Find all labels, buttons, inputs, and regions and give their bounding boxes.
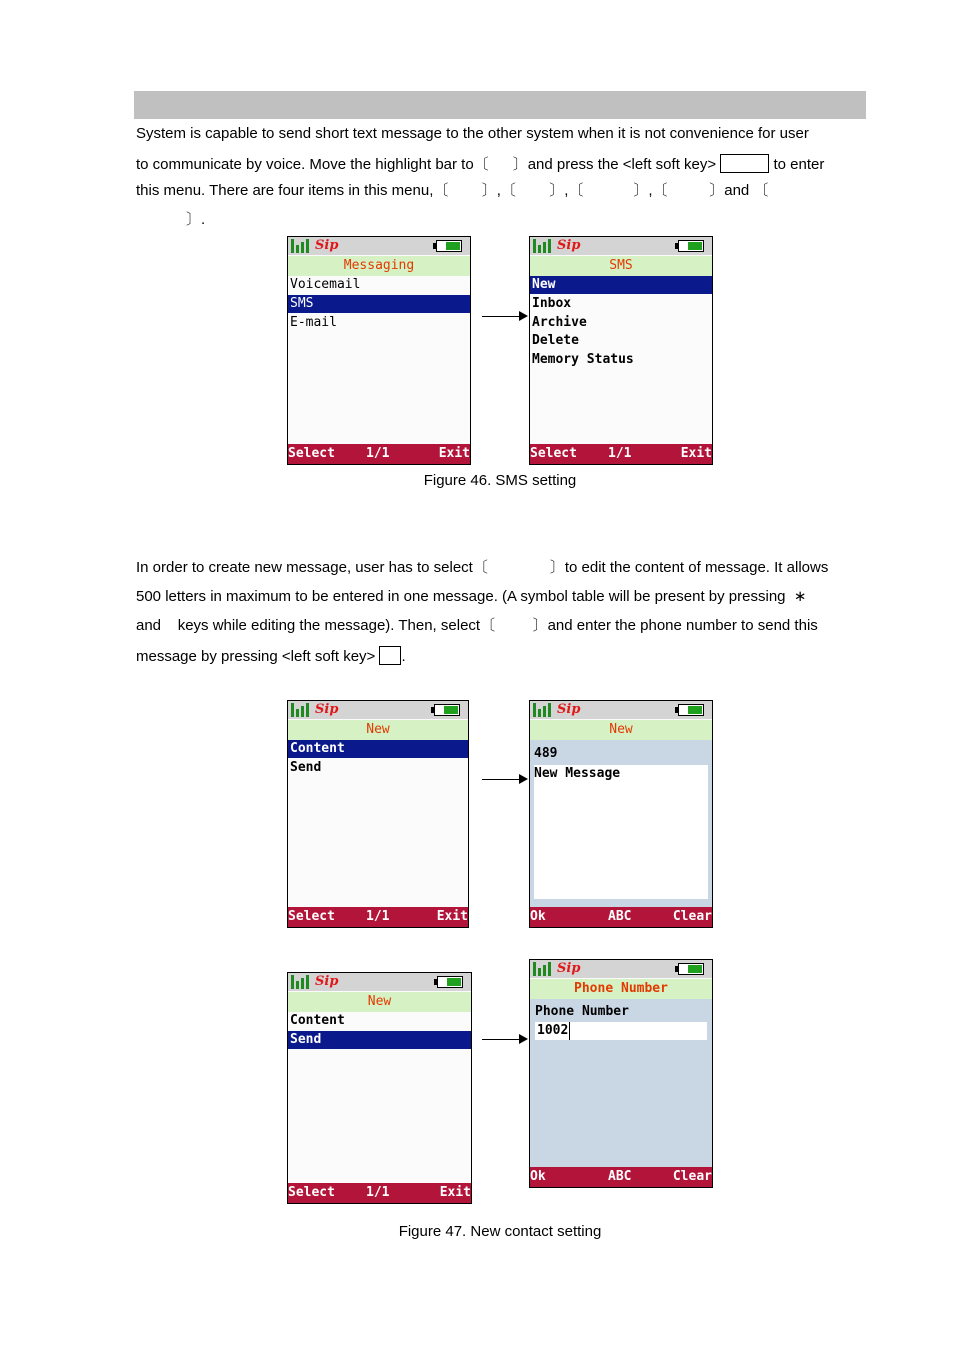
sip-logo-icon: Sip [315,974,339,989]
figure-46-caption: Figure 46. SMS setting [423,472,577,489]
intro-line-2-a: to communicate by voice. Move the highlight bar to〔 [136,156,489,173]
menu-item-content[interactable]: Content [288,740,468,758]
body-line-2: 500 letters in maximum to be entered in one message. (A symbol table will be present by pressing ∗ [136,588,807,605]
soft-key-ok[interactable]: Ok [530,1169,546,1184]
battery-icon [436,240,462,252]
soft-key-bar [530,444,712,464]
body-line-4-end: . [401,648,406,665]
status-bar [530,237,712,255]
message-text: New Message [534,766,621,781]
section-header-bar [134,91,866,119]
arrow-icon [482,316,526,317]
screen-title: New [530,720,712,740]
battery-icon [437,976,463,988]
soft-key-select[interactable]: Select [288,446,335,461]
soft-key-box [720,154,769,173]
status-bar [288,973,471,991]
battery-icon [678,704,704,716]
page-indicator: 1/1 [366,909,390,924]
body-line-1-b: 〕to edit the content of message. It allows [549,559,829,576]
sip-logo-icon: Sip [557,238,581,253]
screen-title: New [288,992,471,1012]
phone-number-input[interactable] [535,1022,707,1040]
status-bar [530,701,712,719]
menu-item-voicemail[interactable]: Voicemail [290,277,361,292]
signal-icon [533,239,553,253]
menu-item-new[interactable]: New [530,276,712,294]
menu-item-send[interactable]: Send [288,1031,471,1049]
intro-line-1: System is capable to send short text message to the other system when it is not convenience for user [136,125,809,142]
sip-logo-icon: Sip [315,702,339,717]
menu-item-archive[interactable]: Archive [532,315,587,330]
soft-key-ok[interactable]: Ok [530,909,546,924]
menu-item-inbox[interactable]: Inbox [532,296,572,311]
soft-key-bar [288,444,470,464]
intro-line-2 [136,154,824,174]
soft-key-exit[interactable]: Exit [438,446,470,461]
phone-screen-new-send [287,972,472,1204]
sip-logo-icon: Sip [557,702,581,717]
menu-item-sms[interactable]: SMS [288,295,470,313]
phone-screen-message-editor [529,700,713,928]
soft-key-clear[interactable]: Clear [672,1169,712,1184]
phone-screen-messaging [287,236,471,465]
soft-key-box [379,646,401,665]
status-bar [288,701,468,719]
soft-key-abc[interactable]: ABC [608,909,632,924]
soft-key-bar [530,1167,712,1187]
arrow-icon [482,1039,526,1040]
phone-number-value: 1002 [537,1023,569,1038]
soft-key-bar [530,907,712,927]
screen-title: Messaging [288,256,470,276]
intro-line-3: this menu. There are four items in this menu,〔 〕,〔 〕,〔 〕,〔 〕and 〔 [136,182,769,199]
battery-icon [678,963,704,975]
menu-item-memory-status[interactable]: Memory Status [532,352,634,367]
status-bar [288,237,470,255]
page-indicator: 1/1 [366,446,390,461]
signal-icon [533,962,553,976]
battery-icon [434,704,460,716]
soft-key-abc[interactable]: ABC [608,1169,632,1184]
phone-screen-new-content [287,700,469,928]
page-indicator: 1/1 [608,446,632,461]
phone-screen-sms [529,236,713,465]
signal-icon [291,703,311,717]
phone-number-label: Phone Number [535,1004,629,1019]
screen-title: SMS [530,256,712,276]
soft-key-select[interactable]: Select [288,909,335,924]
soft-key-bar [288,907,468,927]
signal-icon [291,975,311,989]
figure-47-caption: Figure 47. New contact setting [398,1223,602,1240]
soft-key-clear[interactable]: Clear [672,909,712,924]
signal-icon [533,703,553,717]
body-line-4-a: message by pressing <left soft key> [136,648,376,665]
phone-screen-phone-number [529,959,713,1188]
soft-key-exit[interactable]: Exit [439,1185,471,1200]
message-text-box[interactable] [534,765,708,899]
sip-logo-icon: Sip [557,961,581,976]
char-counter: 489 [534,746,558,761]
soft-key-exit[interactable]: Exit [436,909,468,924]
menu-item-email[interactable]: E-mail [290,315,337,330]
sip-logo-icon: Sip [315,238,339,253]
signal-icon [291,239,311,253]
body-line-4 [136,646,406,666]
screen-title: New [288,720,468,740]
battery-icon [678,240,704,252]
screen-title: Phone Number [530,979,712,999]
page-indicator: 1/1 [366,1185,390,1200]
menu-item-content[interactable]: Content [290,1013,345,1028]
status-bar [530,960,712,978]
arrow-icon [482,779,526,780]
intro-line-4: 〕. [186,211,206,228]
menu-item-delete[interactable]: Delete [532,333,579,348]
intro-line-2-c: to enter [773,156,825,173]
soft-key-select[interactable]: Select [530,446,577,461]
soft-key-exit[interactable]: Exit [680,446,712,461]
soft-key-select[interactable]: Select [288,1185,335,1200]
body-line-1 [136,559,828,577]
intro-line-2-b: 〕and press the <left soft key> [512,156,717,173]
body-line-1-a: In order to create new message, user has to select〔 [136,559,488,576]
body-line-3: and keys while editing the message). Then, select〔 〕and enter the phone number to send this [136,617,818,634]
menu-item-send[interactable]: Send [290,760,322,775]
soft-key-bar [288,1183,471,1203]
